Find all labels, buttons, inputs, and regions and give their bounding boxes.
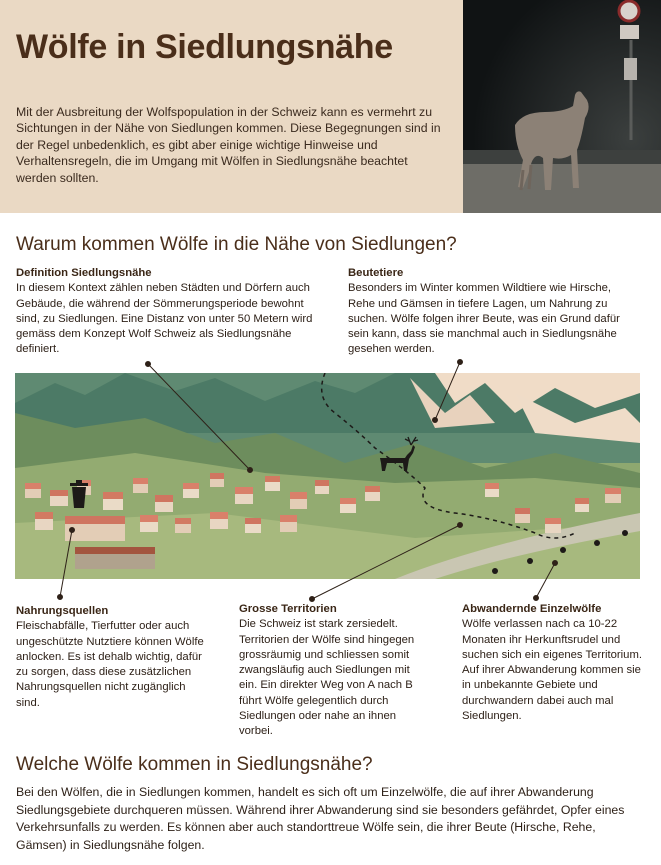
beutetiere-title: Beutetiere xyxy=(348,267,404,279)
einzelwoelfe-block xyxy=(462,602,648,724)
definition-title: Definition Siedlungsnähe xyxy=(16,267,152,279)
definition-text: In diesem Kontext zählen neben Städten und Dörfern auch Gebäude, die während der Sömmerungsperiode bewohnt sind, zu Siedlungen. Eine Distanz von unter 50 Metern wird gemäss dem Konzept Wolf Schweiz als Siedlungsnähe definiert. xyxy=(16,282,313,356)
territorien-text: Die Schweiz ist stark zersiedelt. Territorien der Wölfe sind hingegen grossräumig und schliessen somit zwangsläufig auch Siedlungen mit ein. Ein direkter Weg von A nach B führt Wölfe gelegentlich durch Siedlungen oder nahe an ihnen vorbei. xyxy=(239,618,415,738)
nahrungsquellen-text: Fleischabfälle, Tierfutter oder auch ungeschützte Nutztiere können Wölfe anlocken. Es ist dehalb wichtig, dafür zu sorgen, dass diese zusätzlichen Nahrungsquellen nicht zugänglich sind. xyxy=(16,620,204,709)
nahrungsquellen-block xyxy=(16,604,212,711)
section-heading-which: Welche Wölfe kommen in Siedlungsnähe? xyxy=(16,754,373,775)
territorien-title: Grosse Territorien xyxy=(239,603,337,615)
territorien-block xyxy=(239,602,419,740)
section-heading-why: Warum kommen Wölfe in die Nähe von Siedlungen? xyxy=(16,234,457,255)
page-title: Wölfe in Siedlungsnähe xyxy=(16,28,393,66)
intro-paragraph: Mit der Ausbreitung der Wolfspopulation in der Schweiz kann es vermehrt zu Sichtungen in der Nähe von Siedlungen kommen. Diese Begegnungen sind in der Regel unbedenklich, es gibt aber einige wichtige Hinweise und Verhaltensregeln, die im Umgang mit Wölfen in Siedlungsnähe beachtet werden sollten. xyxy=(16,105,441,185)
einzelwoelfe-text: Wölfe verlassen nach ca 10-22 Monaten ihr Herkunftsrudel und suchen sich ein eigenes Territorium. Auf ihrer Abwanderung kommen sie in unbekannte Gebiete und durchwandern dabei auch mal Siedlungen. xyxy=(462,618,643,723)
which-wolves-paragraph: Bei den Wölfen, die in Siedlungen kommen, handelt es sich oft um Einzelwölfe, die auf ihrer Abwanderung Siedlungsgebiete durchqueren müssen. Während ihrer Abwanderung sind sie besonders gefährdet, Opfer eines Verkehrsunfalls zu werden. Es können aber auch standorttreue Wölfe sein, die ihrer Beute (Hirsche, Rehe, Gämsen) in Siedlungsnähe folgen. xyxy=(16,785,625,852)
nahrungsquellen-title: Nahrungsquellen xyxy=(16,605,109,617)
einzelwoelfe-title: Abwandernde Einzelwölfe xyxy=(462,603,602,615)
beutetiere-text: Besonders im Winter kommen Wildtiere wie Hirsche, Rehe und Gämsen in tiefere Lagen, um Nahrung zu suchen. Wölfe folgen ihrer Beute, was ein Grund dafür sein kann, dass sie manchmal auch in Siedlungsnähe gesehen werden. xyxy=(348,282,620,356)
